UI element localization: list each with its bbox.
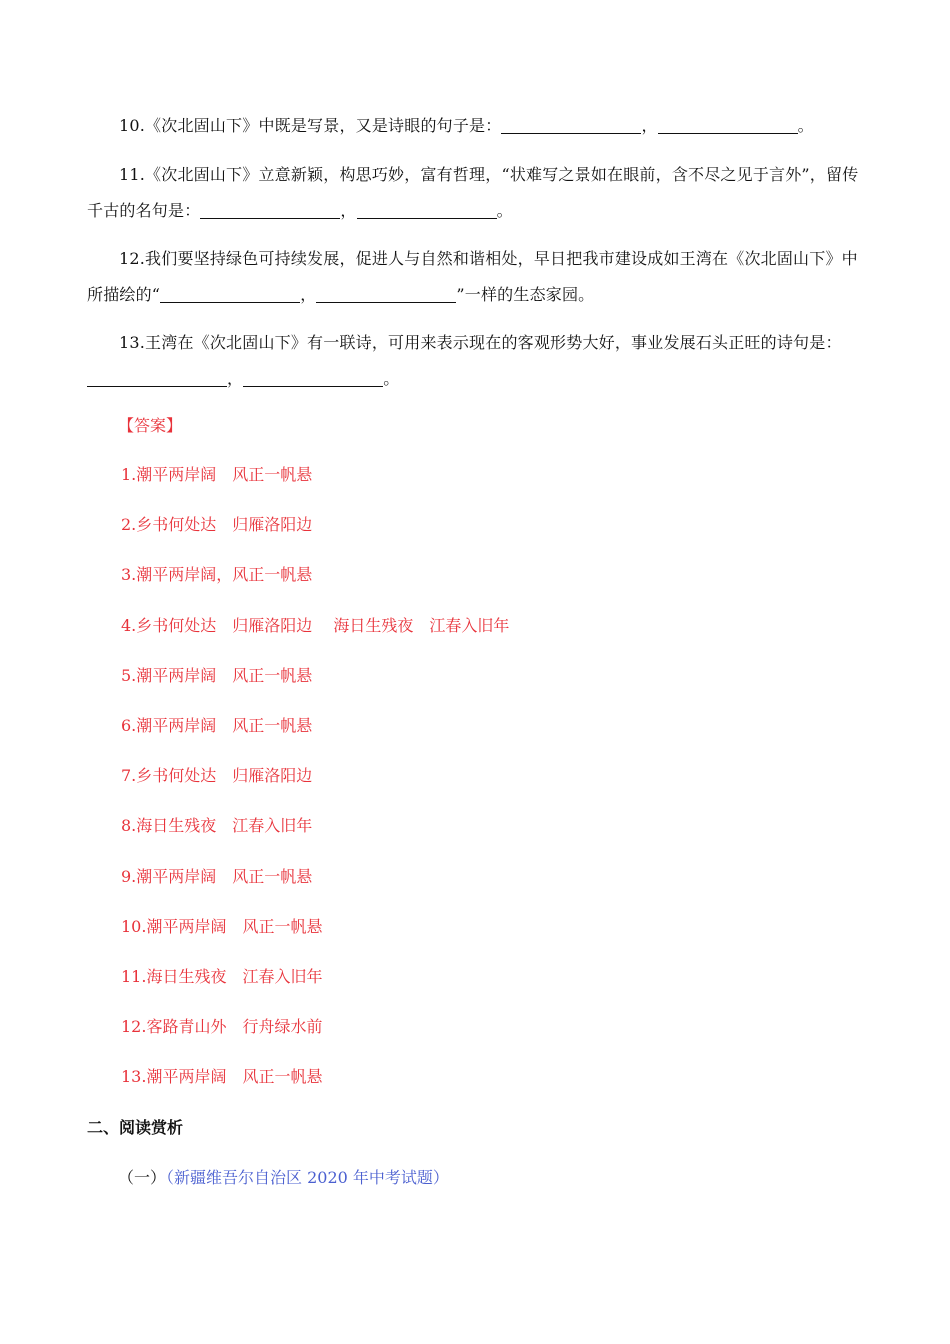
- answer-item: 12.客路青山外 行舟绿水前: [121, 1017, 323, 1037]
- answer-item: 11.海日生残夜 江春入旧年: [121, 966, 323, 986]
- question-text: 11.《次北固山下》立意新颖，构思巧妙，富有哲理，“状难写之景如在眼前，含不尽之见于言外”，留传千古的名句是：: [87, 165, 859, 220]
- answer-item: 7.乡书何处达 归雁洛阳边: [121, 766, 313, 786]
- question-13: [87, 325, 865, 397]
- answer-blank: [501, 113, 641, 134]
- answer-item: 3.潮平两岸阔，风正一帆悬: [121, 565, 313, 585]
- answer-blank: [160, 282, 300, 303]
- answer-blank: [87, 366, 227, 387]
- question-separator: ，: [340, 201, 357, 220]
- question-11: [87, 157, 865, 229]
- answer-item: 10.潮平两岸阔 风正一帆悬: [121, 916, 323, 936]
- section-title: 二、阅读赏析: [87, 1118, 184, 1137]
- answer-item: 9.潮平两岸阔 风正一帆悬: [121, 866, 313, 886]
- question-separator: ，: [641, 116, 658, 135]
- answer-blank: [243, 366, 383, 387]
- answer-item: 13.潮平两岸阔 风正一帆悬: [121, 1067, 323, 1087]
- question-12: [87, 241, 865, 313]
- answer-heading: 【答案】: [118, 416, 183, 435]
- answer-blank: [658, 113, 798, 134]
- answer-blank: [200, 198, 340, 219]
- subsection-label: （一）: [118, 1168, 167, 1187]
- subsection-source: （新疆维吾尔自治区 2020 年中考试题）: [166, 1168, 449, 1187]
- answer-item: 1.潮平两岸阔 风正一帆悬: [121, 465, 313, 484]
- question-end: 。: [496, 201, 513, 220]
- question-end: 。: [383, 369, 400, 388]
- answer-item: 5.潮平两岸阔 风正一帆悬: [121, 665, 313, 685]
- question-text: 12.我们要坚持绿色可持续发展，促进人与自然和谐相处，早日把我市建设成如王湾在《次北固山下》中所描绘的“: [87, 249, 858, 304]
- answer-item: 6.潮平两岸阔 风正一帆悬: [121, 715, 313, 735]
- question-10: [87, 108, 865, 144]
- question-separator: ，: [300, 285, 317, 304]
- question-end: ”一样的生态家园。: [456, 285, 595, 304]
- question-end: 。: [797, 116, 814, 135]
- answer-blank: [316, 282, 456, 303]
- answer-item: 8.海日生残夜 江春入旧年: [121, 816, 313, 836]
- answer-item: 2.乡书何处达 归雁洛阳边: [121, 515, 313, 535]
- subsection-heading: [118, 1166, 449, 1190]
- answer-item: 4.乡书何处达 归雁洛阳边 海日生残夜 江春入旧年: [121, 615, 510, 635]
- question-text: 10.《次北固山下》中既是写景，又是诗眼的句子是：: [119, 116, 502, 135]
- question-text: 13.王湾在《次北固山下》有一联诗，可用来表示现在的客观形势大好，事业发展石头正旺的诗句是：: [119, 333, 842, 352]
- answer-blank: [357, 198, 497, 219]
- question-separator: ，: [227, 369, 244, 388]
- answer-list: [121, 463, 509, 1115]
